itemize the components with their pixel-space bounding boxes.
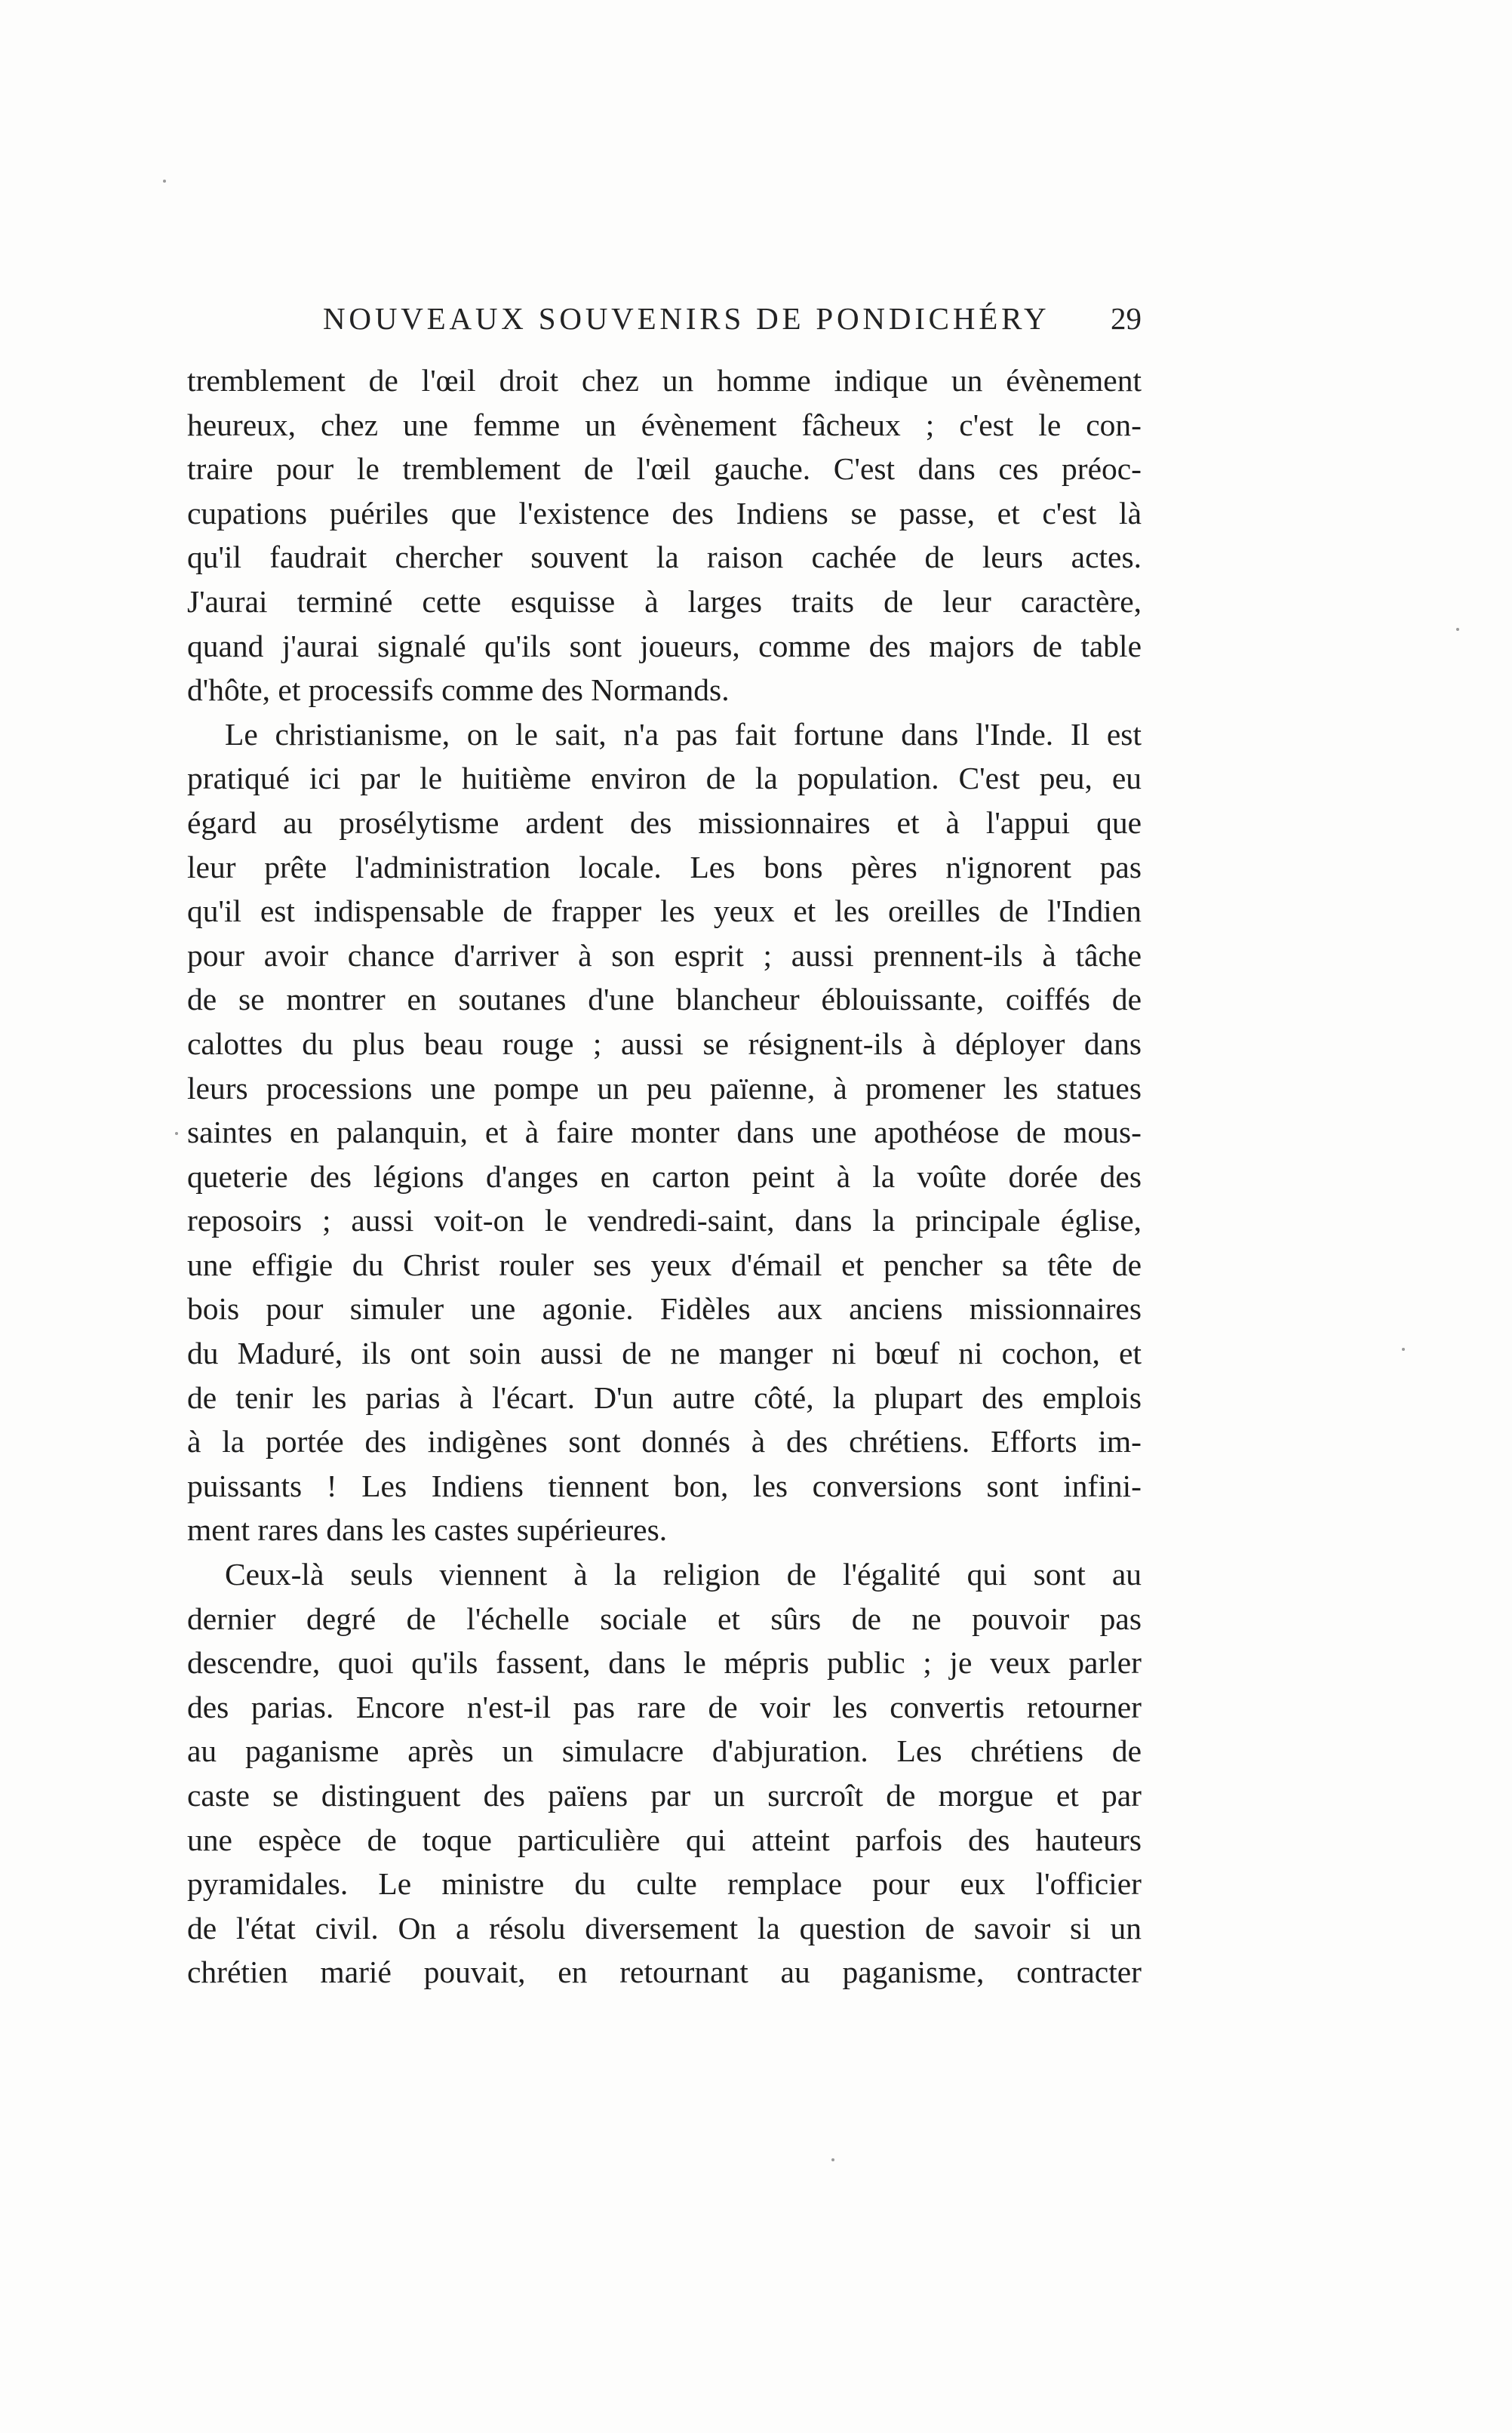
text-line: calottes du plus beau rouge ; aussi se résignent-ils à déployer dans [187,1026,1142,1061]
text-line: qu'il est indispensable de frapper les yeux et les oreilles de l'Indien [187,894,1142,929]
text-line: des parias. Encore n'est-il pas rare de voir les convertis retourner [187,1689,1142,1724]
page-number: 29 [1111,301,1142,336]
text-line: Ceux-là seuls viennent à la religion de l'égalité qui sont au [225,1557,1142,1592]
text-line: queterie des légions d'anges en carton peint à la voûte dorée des [187,1158,1142,1194]
scan-speck [163,180,166,183]
text-line: de se montrer en soutanes d'une blancheur éblouissante, coiffés de [187,982,1142,1017]
body-text [187,358,1142,1995]
text-line: une effigie du Christ rouler ses yeux d'émail et pencher sa tête de [187,1247,1142,1282]
text-line: cupations puériles que l'existence des Indiens se passe, et c'est là [187,495,1142,531]
text-line: de l'état civil. On a résolu diversement la question de savoir si un [187,1910,1142,1945]
text-line: pour avoir chance d'arriver à son esprit ; aussi prennent-ils à tâche [187,937,1142,973]
page-header [187,300,1142,346]
text-line: reposoirs ; aussi voit-on le vendredi-saint, dans la principale église, [187,1203,1142,1238]
text-line: de tenir les parias à l'écart. D'un autre côté, la plupart des emplois [187,1380,1142,1415]
text-line: pratiqué ici par le huitième environ de la population. C'est peu, eu [187,761,1142,796]
text-line: dernier degré de l'échelle sociale et sûrs de ne pouvoir pas [187,1601,1142,1636]
text-line: descendre, quoi qu'ils fassent, dans le mépris public ; je veux parler [187,1645,1142,1681]
text-line: à la portée des indigènes sont donnés à des chrétiens. Efforts im- [187,1424,1142,1459]
text-line: égard au prosélytisme ardent des missionnaires et à l'appui que [187,804,1142,840]
text-line: leurs processions une pompe un peu païenne, à promener les statues [187,1070,1142,1106]
scan-speck [1456,628,1459,631]
text-line: pyramidales. Le ministre du culte remplace pour eux l'officier [187,1866,1142,1902]
text-line: quand j'aurai signalé qu'ils sont joueurs, comme des majors de table [187,628,1142,663]
text-line: d'hôte, et processifs comme des Normands. [187,672,730,708]
text-line: J'aurai terminé cette esquisse à larges traits de leur caractère, [187,583,1142,619]
text-line: saintes en palanquin, et à faire monter dans une apothéose de mous- [187,1115,1142,1150]
text-line: qu'il faudrait chercher souvent la raison cachée de leurs actes. [187,540,1142,575]
text-line: leur prête l'administration locale. Les bons pères n'ignorent pas [187,849,1142,884]
text-line: du Maduré, ils ont soin aussi de ne manger ni bœuf ni cochon, et [187,1336,1142,1371]
text-line: caste se distinguent des païens par un surcroît de morgue et par [187,1778,1142,1813]
text-line: heureux, chez une femme un évènement fâcheux ; c'est le con- [187,407,1142,442]
text-line: tremblement de l'œil droit chez un homme indique un évènement [187,363,1142,398]
text-line: une espèce de toque particulière qui atteint parfois des hauteurs [187,1822,1142,1857]
scan-speck [831,2158,834,2161]
scan-speck [1402,1348,1405,1351]
text-line: chrétien marié pouvait, en retournant au paganisme, contracter [187,1955,1142,1990]
scan-speck [175,1132,178,1135]
text-line: ment rares dans les castes supérieures. [187,1512,668,1548]
text-line: au paganisme après un simulacre d'abjuration. Les chrétiens de [187,1733,1142,1769]
text-line: bois pour simuler une agonie. Fidèles aux anciens missionnaires [187,1291,1142,1327]
text-line: traire pour le tremblement de l'œil gauche. C'est dans ces préoc- [187,451,1142,487]
text-line: Le christianisme, on le sait, n'a pas fait fortune dans l'Inde. Il est [225,716,1142,752]
text-line: puissants ! Les Indiens tiennent bon, les conversions sont infini- [187,1468,1142,1503]
running-title: NOUVEAUX SOUVENIRS DE PONDICHÉRY [323,301,1050,336]
